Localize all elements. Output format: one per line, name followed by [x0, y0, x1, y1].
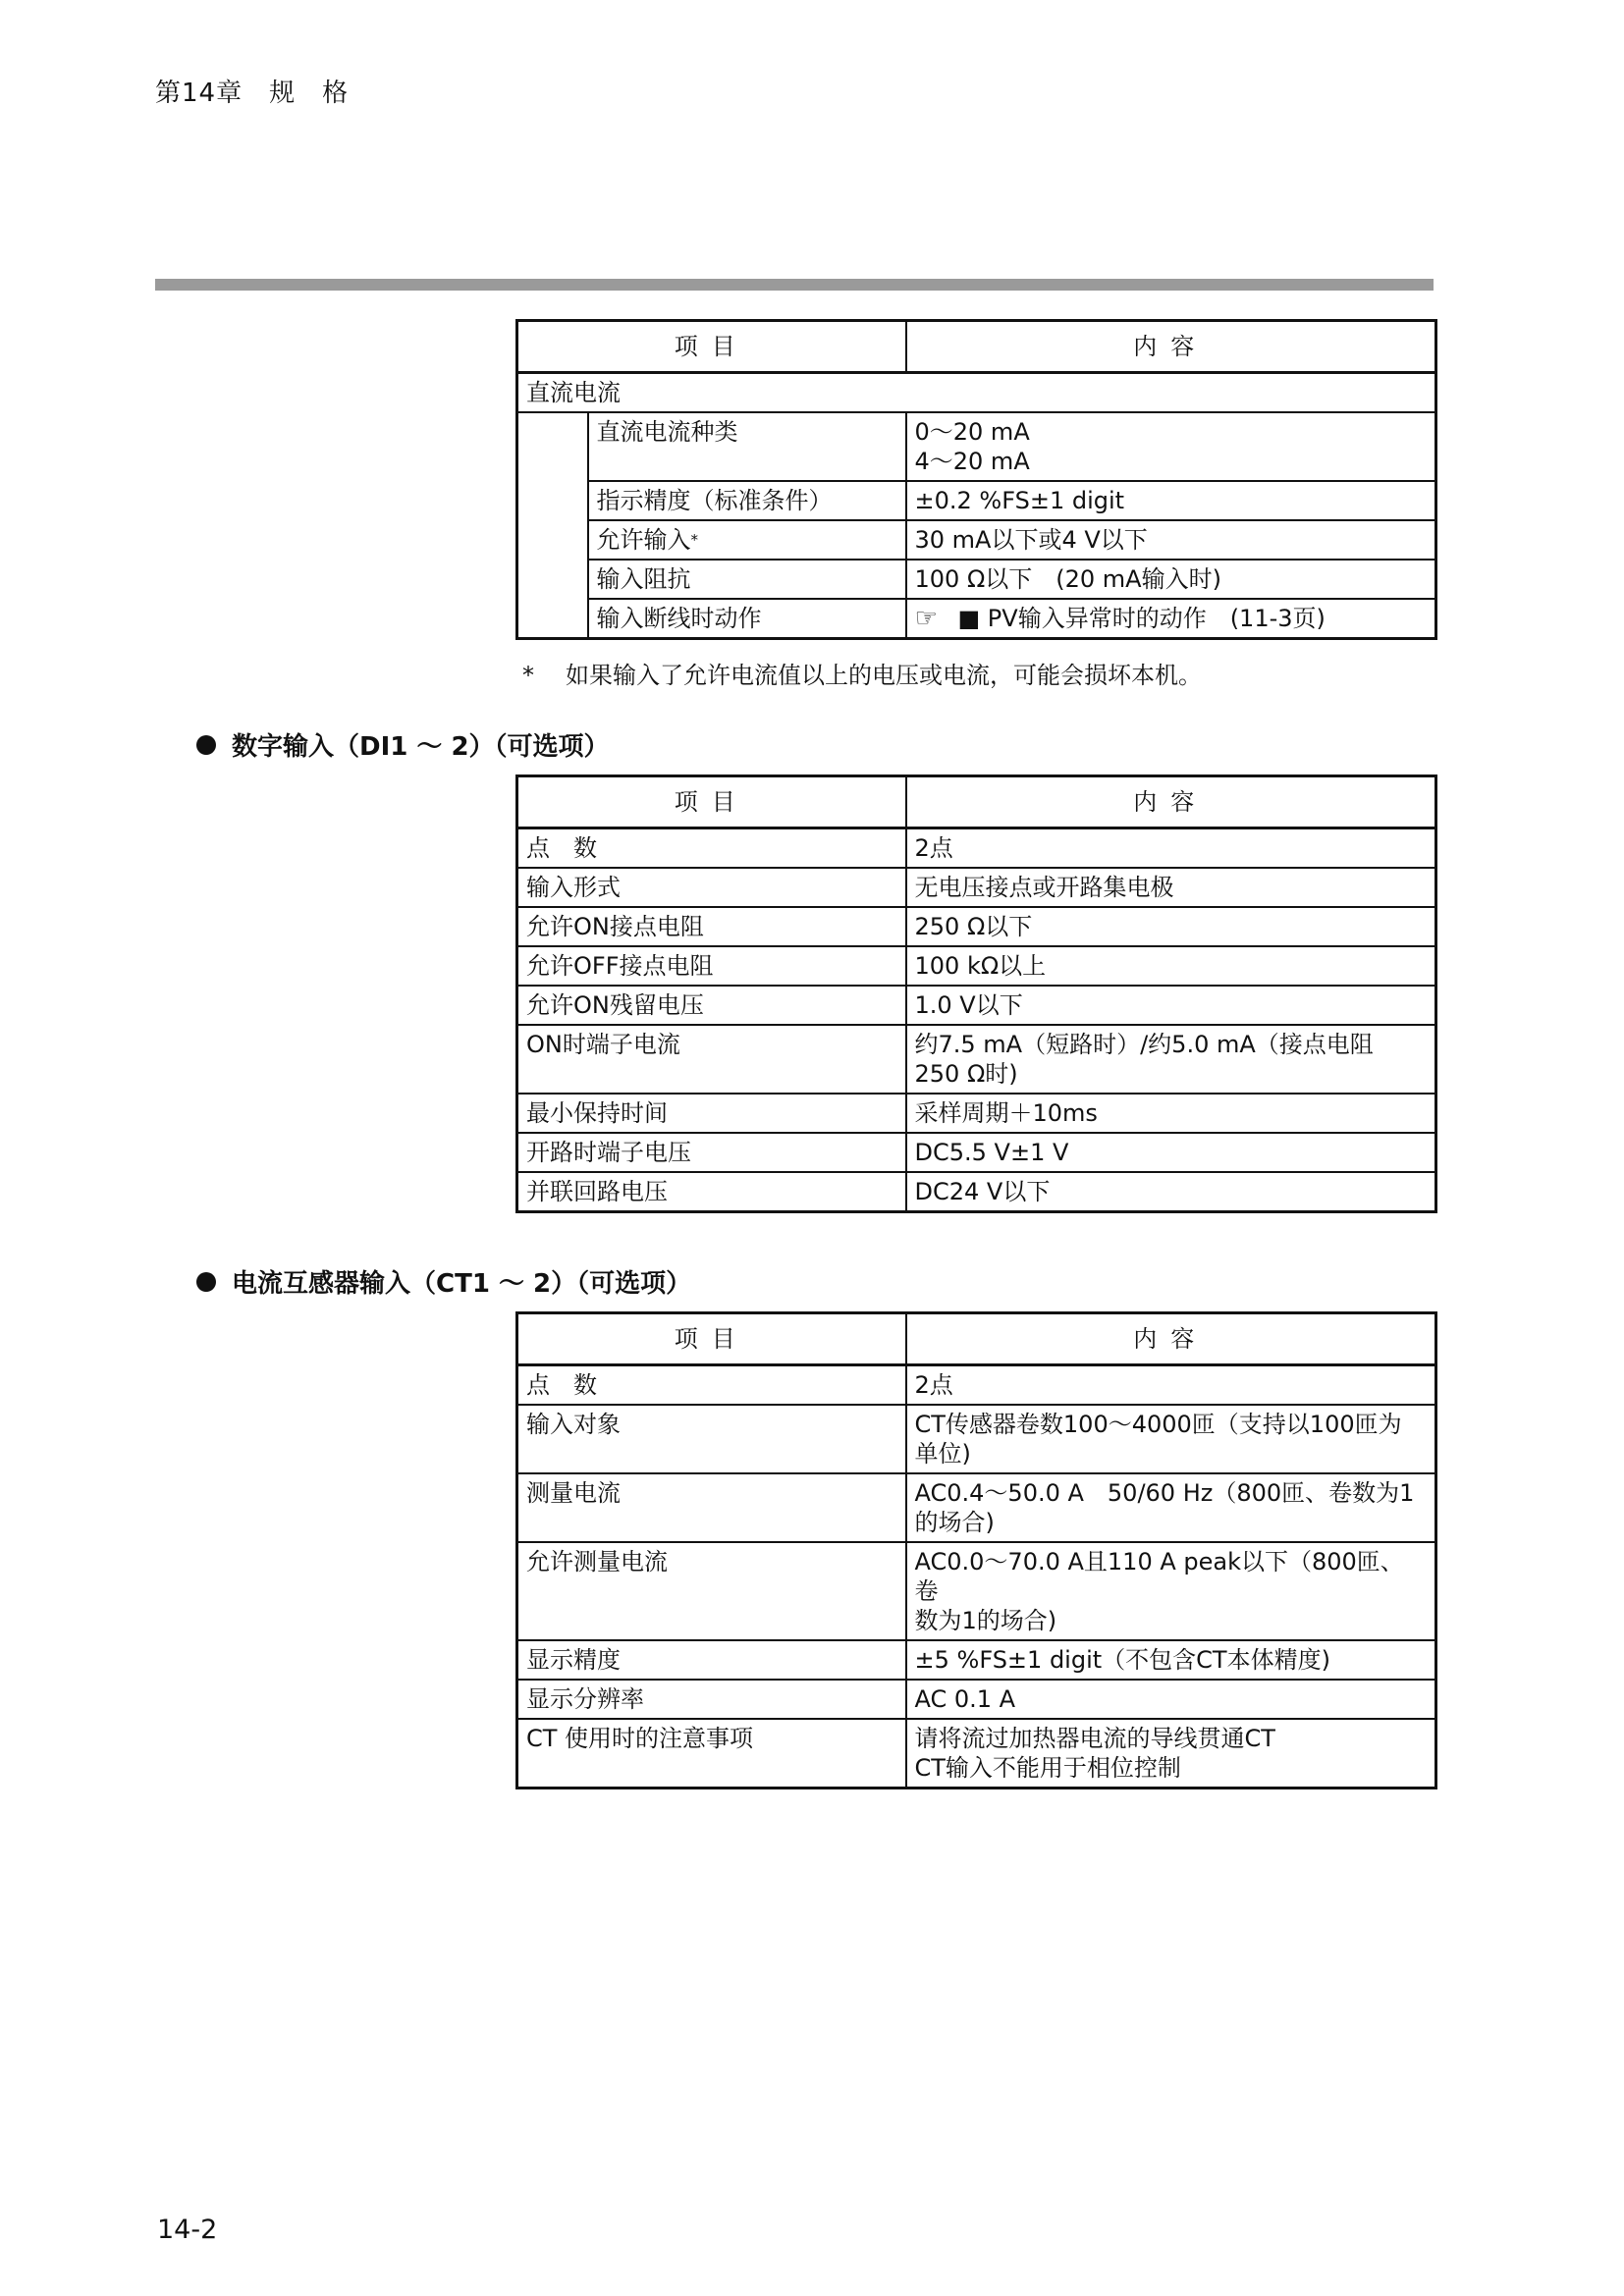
row-value: 无电压接点或开路集电极: [906, 868, 1436, 907]
table-row: [517, 1719, 1436, 1789]
indent-spacer: [517, 412, 588, 639]
row-label: 允许OFF接点电阻: [517, 946, 906, 986]
table-row: [517, 1133, 1436, 1172]
footnote-star: *: [522, 662, 534, 689]
row-value: 请将流过加热器电流的导线贯通CT CT输入不能用于相位控制: [906, 1719, 1436, 1789]
row-value: 100 Ω以下 (20 mA输入时): [906, 560, 1436, 599]
footnote-marker: *: [690, 531, 698, 549]
row-label: 点 数: [517, 1365, 906, 1406]
row-value: 100 kΩ以上: [906, 946, 1436, 986]
table-row: [517, 868, 1436, 907]
row-label: 输入对象: [517, 1405, 906, 1473]
row-value: ±5 %FS±1 digit（不包含CT本体精度): [906, 1640, 1436, 1680]
table-row: [517, 481, 1436, 520]
table-row: [517, 560, 1436, 599]
table-row: [517, 520, 1436, 560]
table-row: [517, 1025, 1436, 1094]
column-header-item: 项目: [517, 1313, 906, 1365]
row-label: 输入形式: [517, 868, 906, 907]
row-value: 0～20 mA 4～20 mA: [906, 412, 1436, 481]
row-label: 显示精度: [517, 1640, 906, 1680]
row-label: 允许ON残留电压: [517, 986, 906, 1025]
row-value: 2点: [906, 828, 1436, 869]
section-heading-ct-input: 电流互感器输入（CT1 ～ 2）（可选项）: [196, 1263, 691, 1300]
table-row: [517, 1640, 1436, 1680]
row-value: DC24 V以下: [906, 1172, 1436, 1212]
group-label-dc-current: 直流电流: [517, 373, 1436, 413]
row-value: AC0.0～70.0 A且110 A peak以下（800匝、卷 数为1的场合): [906, 1542, 1436, 1640]
row-value: CT传感器卷数100～4000匝（支持以100匝为 单位): [906, 1405, 1436, 1473]
column-header-content: 内容: [906, 321, 1436, 373]
row-label: 点 数: [517, 828, 906, 869]
table-row: [517, 1542, 1436, 1640]
row-value: 2点: [906, 1365, 1436, 1406]
row-label: 并联回路电压: [517, 1172, 906, 1212]
row-value: AC0.4～50.0 A 50/60 Hz（800匝、卷数为1 的场合): [906, 1473, 1436, 1542]
table-row: [517, 1094, 1436, 1133]
row-label: 测量电流: [517, 1473, 906, 1542]
row-value: 30 mA以下或4 V以下: [906, 520, 1436, 560]
row-label: 输入阻抗: [588, 560, 906, 599]
row-label: 最小保持时间: [517, 1094, 906, 1133]
row-label: 允许ON接点电阻: [517, 907, 906, 946]
row-value: AC 0.1 A: [906, 1680, 1436, 1719]
row-label: 输入断线时动作: [588, 599, 906, 639]
table-row: [517, 1365, 1436, 1406]
table-row: [517, 1172, 1436, 1212]
row-value: 采样周期＋10ms: [906, 1094, 1436, 1133]
header-rule: [155, 279, 1434, 291]
bullet-icon: [196, 735, 216, 755]
row-label: 允许输入*: [588, 520, 906, 560]
footnote-text: 如果输入了允许电流值以上的电压或电流，可能会损坏本机。: [566, 662, 1202, 689]
table-row: [517, 1405, 1436, 1473]
row-value: DC5.5 V±1 V: [906, 1133, 1436, 1172]
table-row: [517, 412, 1436, 481]
row-label: CT 使用时的注意事项: [517, 1719, 906, 1789]
bullet-icon: [196, 1272, 216, 1292]
row-value: 约7.5 mA（短路时）/约5.0 mA（接点电阻 250 Ω时): [906, 1025, 1436, 1094]
footnote: [522, 656, 1202, 690]
column-header-content: 内容: [906, 1313, 1436, 1365]
table-row: [517, 599, 1436, 639]
row-value: [906, 599, 1436, 639]
row-label: 指示精度（标准条件）: [588, 481, 906, 520]
table-row: [517, 907, 1436, 946]
table-row: [517, 946, 1436, 986]
row-value: 1.0 V以下: [906, 986, 1436, 1025]
row-label: ON时端子电流: [517, 1025, 906, 1094]
row-label: 允许测量电流: [517, 1542, 906, 1640]
row-value: ±0.2 %FS±1 digit: [906, 481, 1436, 520]
chapter-header: 第14章 规 格: [155, 79, 350, 108]
table-row: [517, 1680, 1436, 1719]
dc-current-spec-table: [515, 319, 1437, 640]
section-heading-digital-input: 数字输入（DI1 ～ 2）（可选项）: [196, 726, 610, 763]
table-row: [517, 1473, 1436, 1542]
row-label: 开路时端子电压: [517, 1133, 906, 1172]
ct-input-spec-table: [515, 1311, 1437, 1789]
column-header-item: 项目: [517, 321, 906, 373]
pointing-hand-icon: ☞: [914, 604, 938, 633]
page-reference-link[interactable]: ■ PV输入异常时的动作 (11-3页): [957, 605, 1326, 632]
table-row: [517, 986, 1436, 1025]
row-label: 显示分辨率: [517, 1680, 906, 1719]
page-number: 14-2: [157, 2215, 218, 2245]
table-row: [517, 828, 1436, 869]
column-header-item: 项目: [517, 776, 906, 828]
digital-input-spec-table: [515, 774, 1437, 1213]
row-label: 直流电流种类: [588, 412, 906, 481]
row-value: 250 Ω以下: [906, 907, 1436, 946]
column-header-content: 内容: [906, 776, 1436, 828]
